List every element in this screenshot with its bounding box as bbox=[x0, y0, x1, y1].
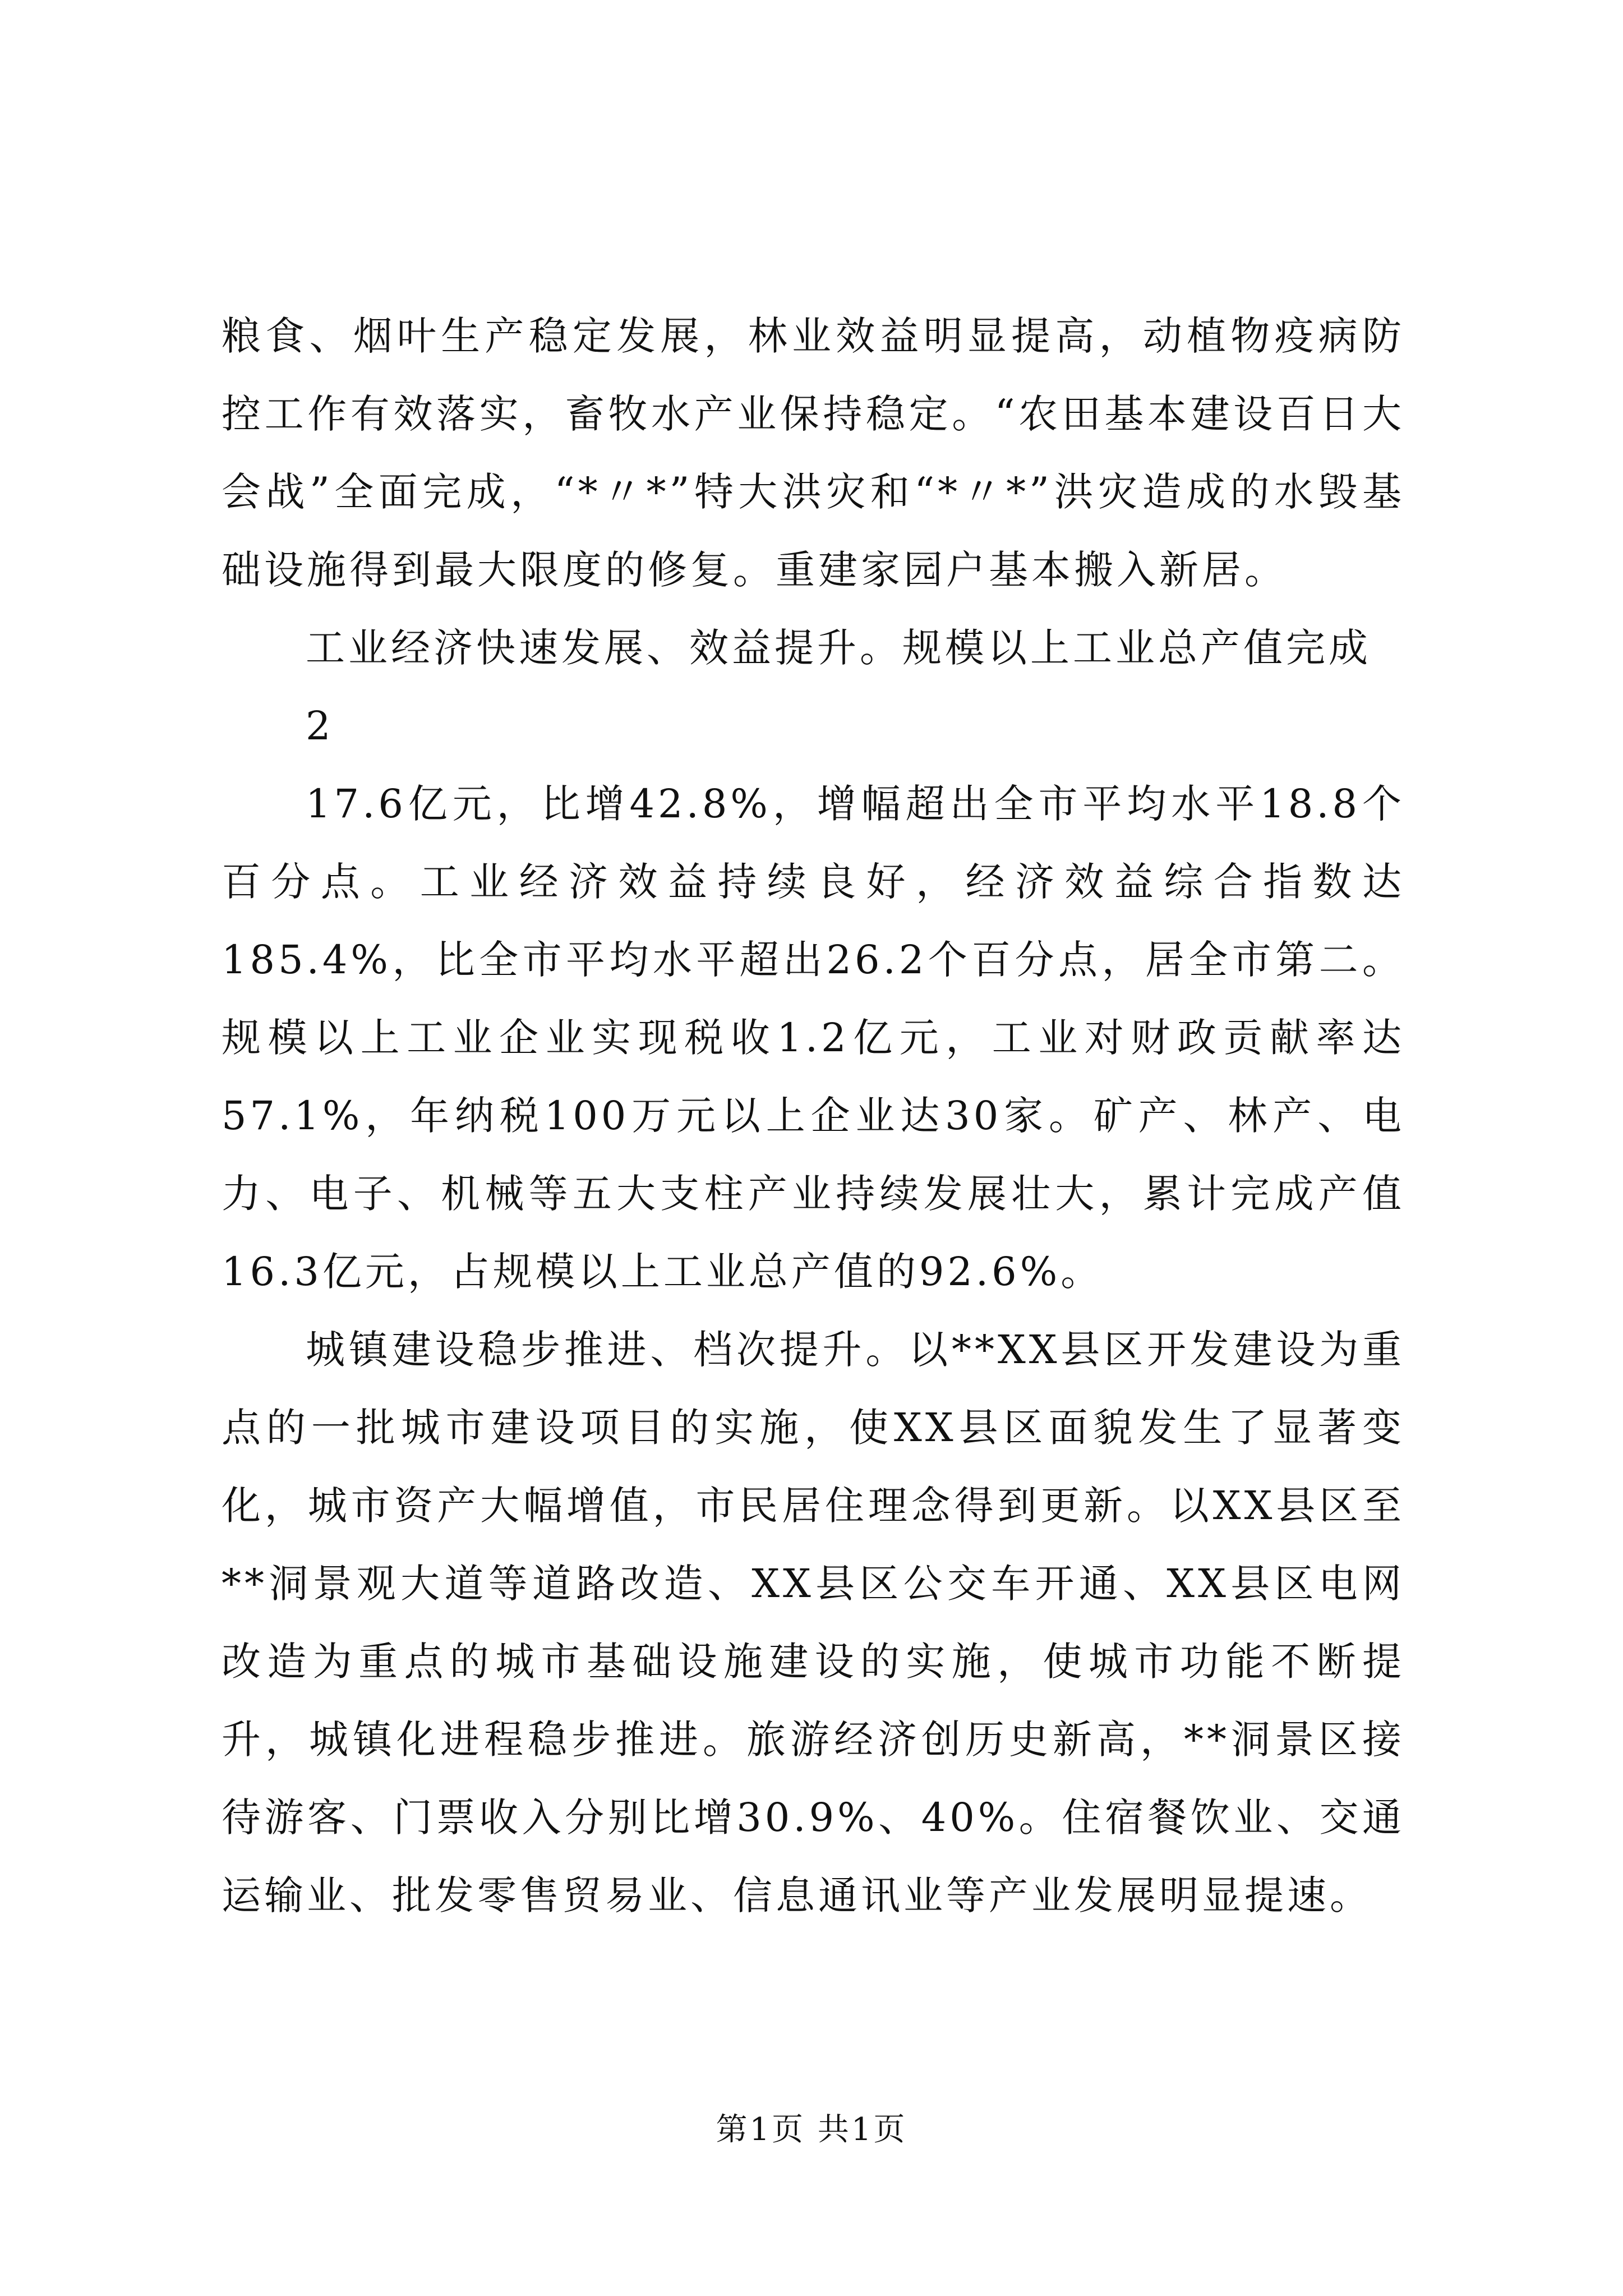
paragraph-industry-heading: 工业经济快速发展、效益提升。规模以上工业总产值完成 bbox=[306, 625, 1371, 671]
paragraph-urban-construction: 城镇建设稳步推进、档次提升。以**XX县区开发建设为重点的一批城市建设项目的实施，使XX县区面貌发生了显著变化，城市资产大幅增值，市民居住理念得到更新。以XX县区至**洞景观大道等道路改造、XX县区公交车开通、XX县区电网改造为重点的城市基础设施建设的实施，使城市功能不断提升，城镇化进程稳步推进。旅游经济创历史新高，**洞景区接待游客、门票收入分别比增30.9%、40%。住宿餐饮业、交通运输业、批发零售贸易业、信息通讯业等产业发展明显提速。 bbox=[222, 1327, 1405, 1918]
page-marker: 2 bbox=[306, 703, 334, 749]
document-body bbox=[222, 297, 1405, 1935]
paragraph-industry-figures: 17.6亿元，比增42.8%，增幅超出全市平均水平18.8个百分点。工业经济效益持续良好，经济效益综合指数达185.4%，比全市平均水平超出26.2个百分点，居全市第二。规模以上工业企业实现税收1.2亿元，工业对财政贡献率达57.1%，年纳税100万元以上企业达30家。矿产、林产、电力、电子、机械等五大支柱产业持续发展壮大，累计完成产值16.3亿元，占规模以上工业总产值的92.6%。 bbox=[222, 781, 1405, 1295]
paragraph-agriculture: 粮食、烟叶生产稳定发展，林业效益明显提高，动植物疫病防控工作有效落实，畜牧水产业保持稳定。“农田基本建设百日大会战”全面完成，“*〃*”特大洪灾和“*〃*”洪灾造成的水毁基础设施得到最大限度的修复。重建家园户基本搬入新居。 bbox=[222, 313, 1405, 593]
page-footer: 第1页 共1页 bbox=[716, 2111, 907, 2148]
